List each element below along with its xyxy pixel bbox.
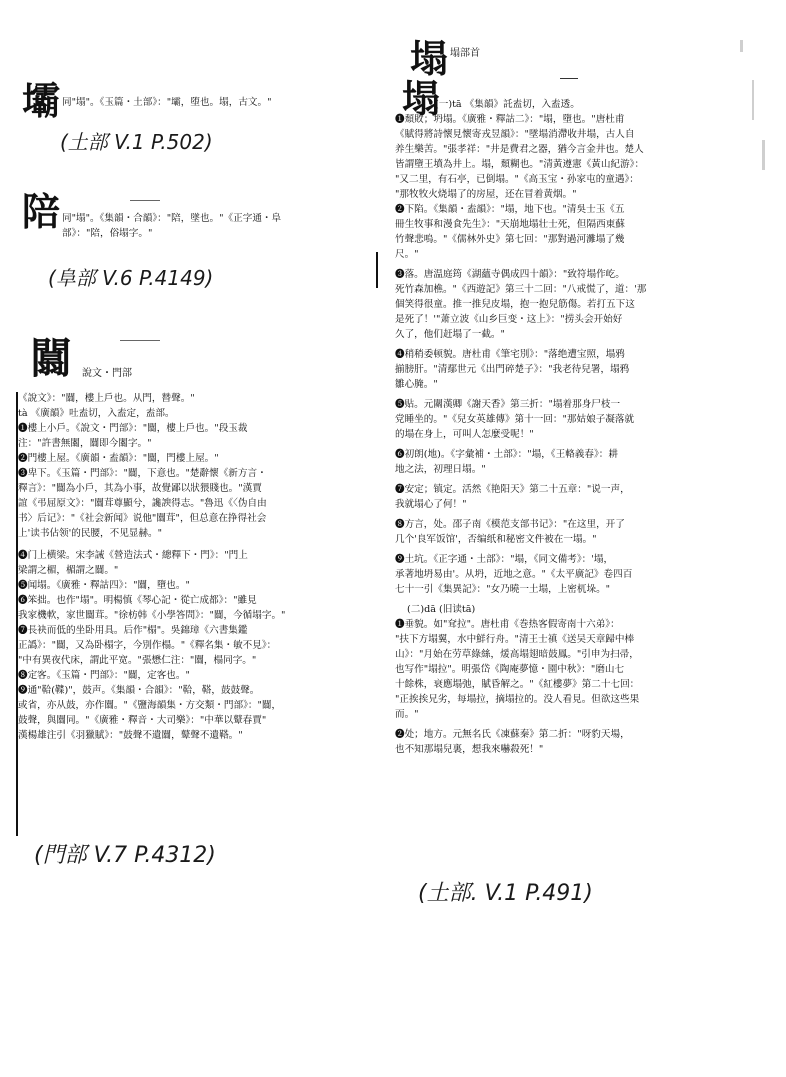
entry-4-line: 尺。" — [395, 249, 419, 260]
entry-4-line: "那牧牧火烧塌了的房屋，还在冒着黄烟。" — [395, 189, 577, 200]
entry-4-line: 地之法，初理日塌。" — [395, 464, 486, 475]
entry-3-line: ❷門樓上屋。《廣韻・盍韻》："闒，門樓上屋。" — [18, 453, 219, 464]
entry-2-line-2: 部》："陪，俗塌字。" — [62, 228, 153, 239]
right-margin-rule — [376, 252, 378, 288]
entry-4-line: 也写作"塌拉"。明張岱《陶庵夢憶・園中秋》："磨山七 — [395, 664, 625, 675]
handwritten-note-1: (土部 V.1 P.502) — [60, 130, 213, 154]
entry-3-line: 或省，亦从鼓，亦作闒。"《鹽海韻集・方交類・門部》："闒， — [18, 700, 282, 711]
headword-1: 壩 — [22, 78, 59, 123]
entry-3-line: ❹门上横梁。宋李誡《營造法式・總釋下・門》："門上 — [18, 550, 248, 561]
entry-4-line: 是死了！'"萧立波《山乡巨变・这上》："捞头会开始好 — [395, 314, 623, 325]
entry-3-line: ❾通"鞈(鞢)"，鼓声。《集韻・合韻》："鞈，鞳，鼓鼓聲。 — [18, 685, 260, 696]
entry-4-line: 山》："月始在劳草綠絲，煖高塌翅暗鼓鳳。"引申为扫帚， — [395, 649, 639, 660]
entry-3-line: 书〉后记》："《社会新闻》说他"闒茸"，但总意在挣得社会 — [18, 513, 267, 524]
entry-4-line: 七十一引《集異記》："女乃曉一土塌，上密杌垛。" — [395, 584, 611, 595]
headword-2: 陪 — [22, 189, 59, 234]
entry-4-line: 雛心腌。" — [395, 379, 438, 390]
handwritten-note-3: (門部 V.7 P.4312) — [34, 843, 216, 868]
entry-4-line: ❽方言，处。邵子南《模范支部书记》："在这里，开了 — [395, 519, 625, 530]
entry-4-line: ❼安定；镇定。活然《艳阳天》第二十五章："说一声， — [395, 484, 630, 495]
entry-3-line: ❽定客。《玉篇・門部》："闒，定客也。" — [18, 670, 190, 681]
entry-4-line: (一)tā 《集韻》託盍切，入盍透。 — [435, 99, 580, 110]
entry-4-line: 竹聲悲嗚。"《儒林外史》第七回："那對過河灘塌了幾 — [395, 234, 625, 245]
entry-3-line: "中有異夜代床，謂此平宽。"張懋仁注："闒，榻同字。" — [18, 655, 257, 666]
scan-dash — [130, 200, 160, 201]
entry-3-line: ❸卑下。《玉篇・門部》："闒，下意也。"楚辭懷《新方言・ — [18, 468, 267, 479]
entry-3-line: 上'读书佔领'的民腰，不见显赫。" — [18, 528, 162, 539]
entry-4-line: 揃膀肝。"清鄢世元《出門碎楚子》："我老待兒署，塌鸦 — [395, 364, 630, 375]
entry-3-definition — [18, 392, 378, 744]
scan-speck — [752, 80, 754, 120]
entry-4-line: 十餘株，衰應塌弛，賦昏解之。"《紅樓夢》第二十七回： — [395, 679, 640, 690]
entry-4-line: ❶垂貌。如"耷拉"。唐杜甫《巻热客假寄南十六弟》： — [395, 619, 620, 630]
entry-4-line: 《賦得將詩懷見懷寄戎昱韻》："墜塌消滯收井塌，古人自 — [395, 129, 635, 140]
entry-4-line: 养生樂苦。"張孝祥："井是費君之器，猶今言金井也。楚人 — [395, 144, 644, 155]
entry-3-line: 釋言》："闒為小戶，其為小事，故覺鄙以狀猥賤也。"漢賈 — [18, 483, 262, 494]
entry-4-line: 几个'良军饭馆'，否编纸和秘密文件被在一塌。" — [395, 534, 597, 545]
entry-4-line: ❺贴。元關漢卿《謝天香》第三折："塌着那身尸枝一 — [395, 399, 621, 410]
entry-4-line: "又二里，有石亭，已倒塌。"《高玉宝・孙家屯的童遇》： — [395, 174, 639, 185]
entry-4-line: 也不知那塌兒裏，想我來嚇殺死！" — [395, 744, 544, 755]
handwritten-note-2: (阜部 V.6 P.4149) — [48, 266, 214, 290]
entry-4-line: ❹稍稍委顿貌。唐杜甫《筆宅別》："落绝遭宝照，塌鸦 — [395, 349, 625, 360]
entry-3-line: ❼長袂而低的坐卧用具。后作"榻"。吳錦璋《六書集鑑 — [18, 625, 248, 636]
entry-3-line: 我家機軟，家世闒茸。"徐枋韩《小學答問》："闒，今循塌字。" — [18, 610, 286, 621]
entry-4-line: ❸落。唐温庭筠《湖蘊寺偶成四十韻》："致符塌作屹。 — [395, 269, 625, 280]
entry-4-line: 死竹森加樵。"《西遊記》第三十二回："八戒慌了，道：'那 — [395, 284, 647, 295]
entry-3-line: 梁謂之楣，楣謂之闒。" — [18, 565, 119, 576]
entry-4-line: (二)dā (旧读tā) — [407, 604, 476, 615]
entry-3-line: 《說文》："闒，樓上戶也。从門，㬱聲。" — [18, 393, 195, 404]
entry-4-line: 冊生牧事和漫食先生》："天崩地塌壮士死，但隔西東蘇 — [395, 219, 625, 230]
scan-dash — [120, 340, 160, 341]
entry-4-line: ❶頹敗；坍塌。《廣雅・釋詁二》："塌，墮也。"唐杜甫 — [395, 114, 625, 125]
entry-4-line: 久了，他们赶塌了一截。" — [395, 329, 505, 340]
entry-3-line: 正譌》："闒，又為卧榻字，今別作榻。"《釋名集・敏不見》： — [18, 640, 277, 651]
entry-4-line: 我就塌心了何！" — [395, 499, 467, 510]
entry-3-line: ❶樓上小戶。《說文・門部》："闒，樓上戶也。"段玉裁 — [18, 423, 248, 434]
entry-1-definition — [62, 96, 272, 111]
entry-4-line: 而。" — [395, 709, 419, 720]
entry-1-line: 同"塌"。《玉篇・土部》："壩，堕也。塌，古文。" — [62, 97, 272, 108]
entry-4-line: ❻初朗(地)。《字彙補・土部》："塌，《王輅義春》：耕 — [395, 449, 618, 460]
entry-4-line: ❾土坑。《正字通・土部》："塌，《同文備考》：'塌， — [395, 554, 614, 565]
entry-3-line: ❻笨拙。也作"塌"。明楊慎《琴心記・從亡成都》："雖見 — [18, 595, 257, 606]
headword-3: 闒 — [30, 334, 71, 383]
entry-3-line: 漢楊雄注引《羽獵賦》："鼓聲不遺闒，鼙聲不遺鞳。" — [18, 730, 243, 741]
entry-4-heading: 塌部首 — [450, 48, 480, 59]
entry-4-line: ❷下陷。《集韻・盍韻》："塌，地下也。"清吳士玉《五 — [395, 204, 625, 215]
handwritten-note-4: (土部. V.1 P.491) — [418, 881, 593, 906]
headword-4-top: 塌 — [410, 36, 447, 81]
entry-4-line: "正挨挨兄劣，每塌拉，摘塌拉的。没人看見。但欲这些果 — [395, 694, 640, 705]
entry-4-line: "扶下方塌翼，水中鮮行舟。"清王士禛《送吴天章歸中棒 — [395, 634, 635, 645]
entry-4-line: 皆謂墮王墳為井上。塌，頹糊也。"清黃遵憲《黃山紀游》： — [395, 159, 645, 170]
entry-2-line-1: 同"塌"。《集韻・合韻》："陪，墜也。"《正字通・阜 — [62, 213, 282, 224]
entry-3-line: tà 《廣韻》吐盍切，入盍定，盍部。 — [18, 408, 175, 419]
scan-dash — [560, 78, 578, 79]
entry-3-line: 誼《弔屈原文》："闒茸尊顯兮，讒諛得志。"魯迅《〈伪自由 — [18, 498, 267, 509]
entry-3-line: ❺闻塌。《廣雅・釋詁四》："闒，墮也。" — [18, 580, 190, 591]
entry-4-line: 個笑得很童。推一推兒皮塌，抱一抱兒筋傷。若打五下这 — [395, 299, 635, 310]
scan-speck — [740, 40, 743, 52]
entry-4-line: 党睡坐的。"《兒女英雄傳》第十一回："那姑娘子凝落就 — [395, 414, 635, 425]
entry-4-line: 承著地坍易由'。从坍，近地之意。"《太平廣記》卷四百 — [395, 569, 633, 580]
entry-4-definition — [395, 98, 775, 758]
headword-4: 塌 — [402, 76, 439, 121]
entry-4-line: ❷处；地方。元無名氏《凍蘇秦》第二折："呀豹天場， — [395, 729, 630, 740]
scan-speck — [762, 140, 765, 170]
entry-2-definition — [62, 212, 281, 242]
entry-3-line: 鼓聲，與闒同。"《廣雅・釋音・大司樂》："中華以鼙春賈" — [18, 715, 267, 726]
entry-3-source: 說文・門部 — [82, 368, 132, 379]
entry-3-line: 注："許書無闟，闒即今闟字。" — [18, 438, 152, 449]
entry-4-line: 的塌在身上，可叫人怎麼受呢！" — [395, 429, 534, 440]
